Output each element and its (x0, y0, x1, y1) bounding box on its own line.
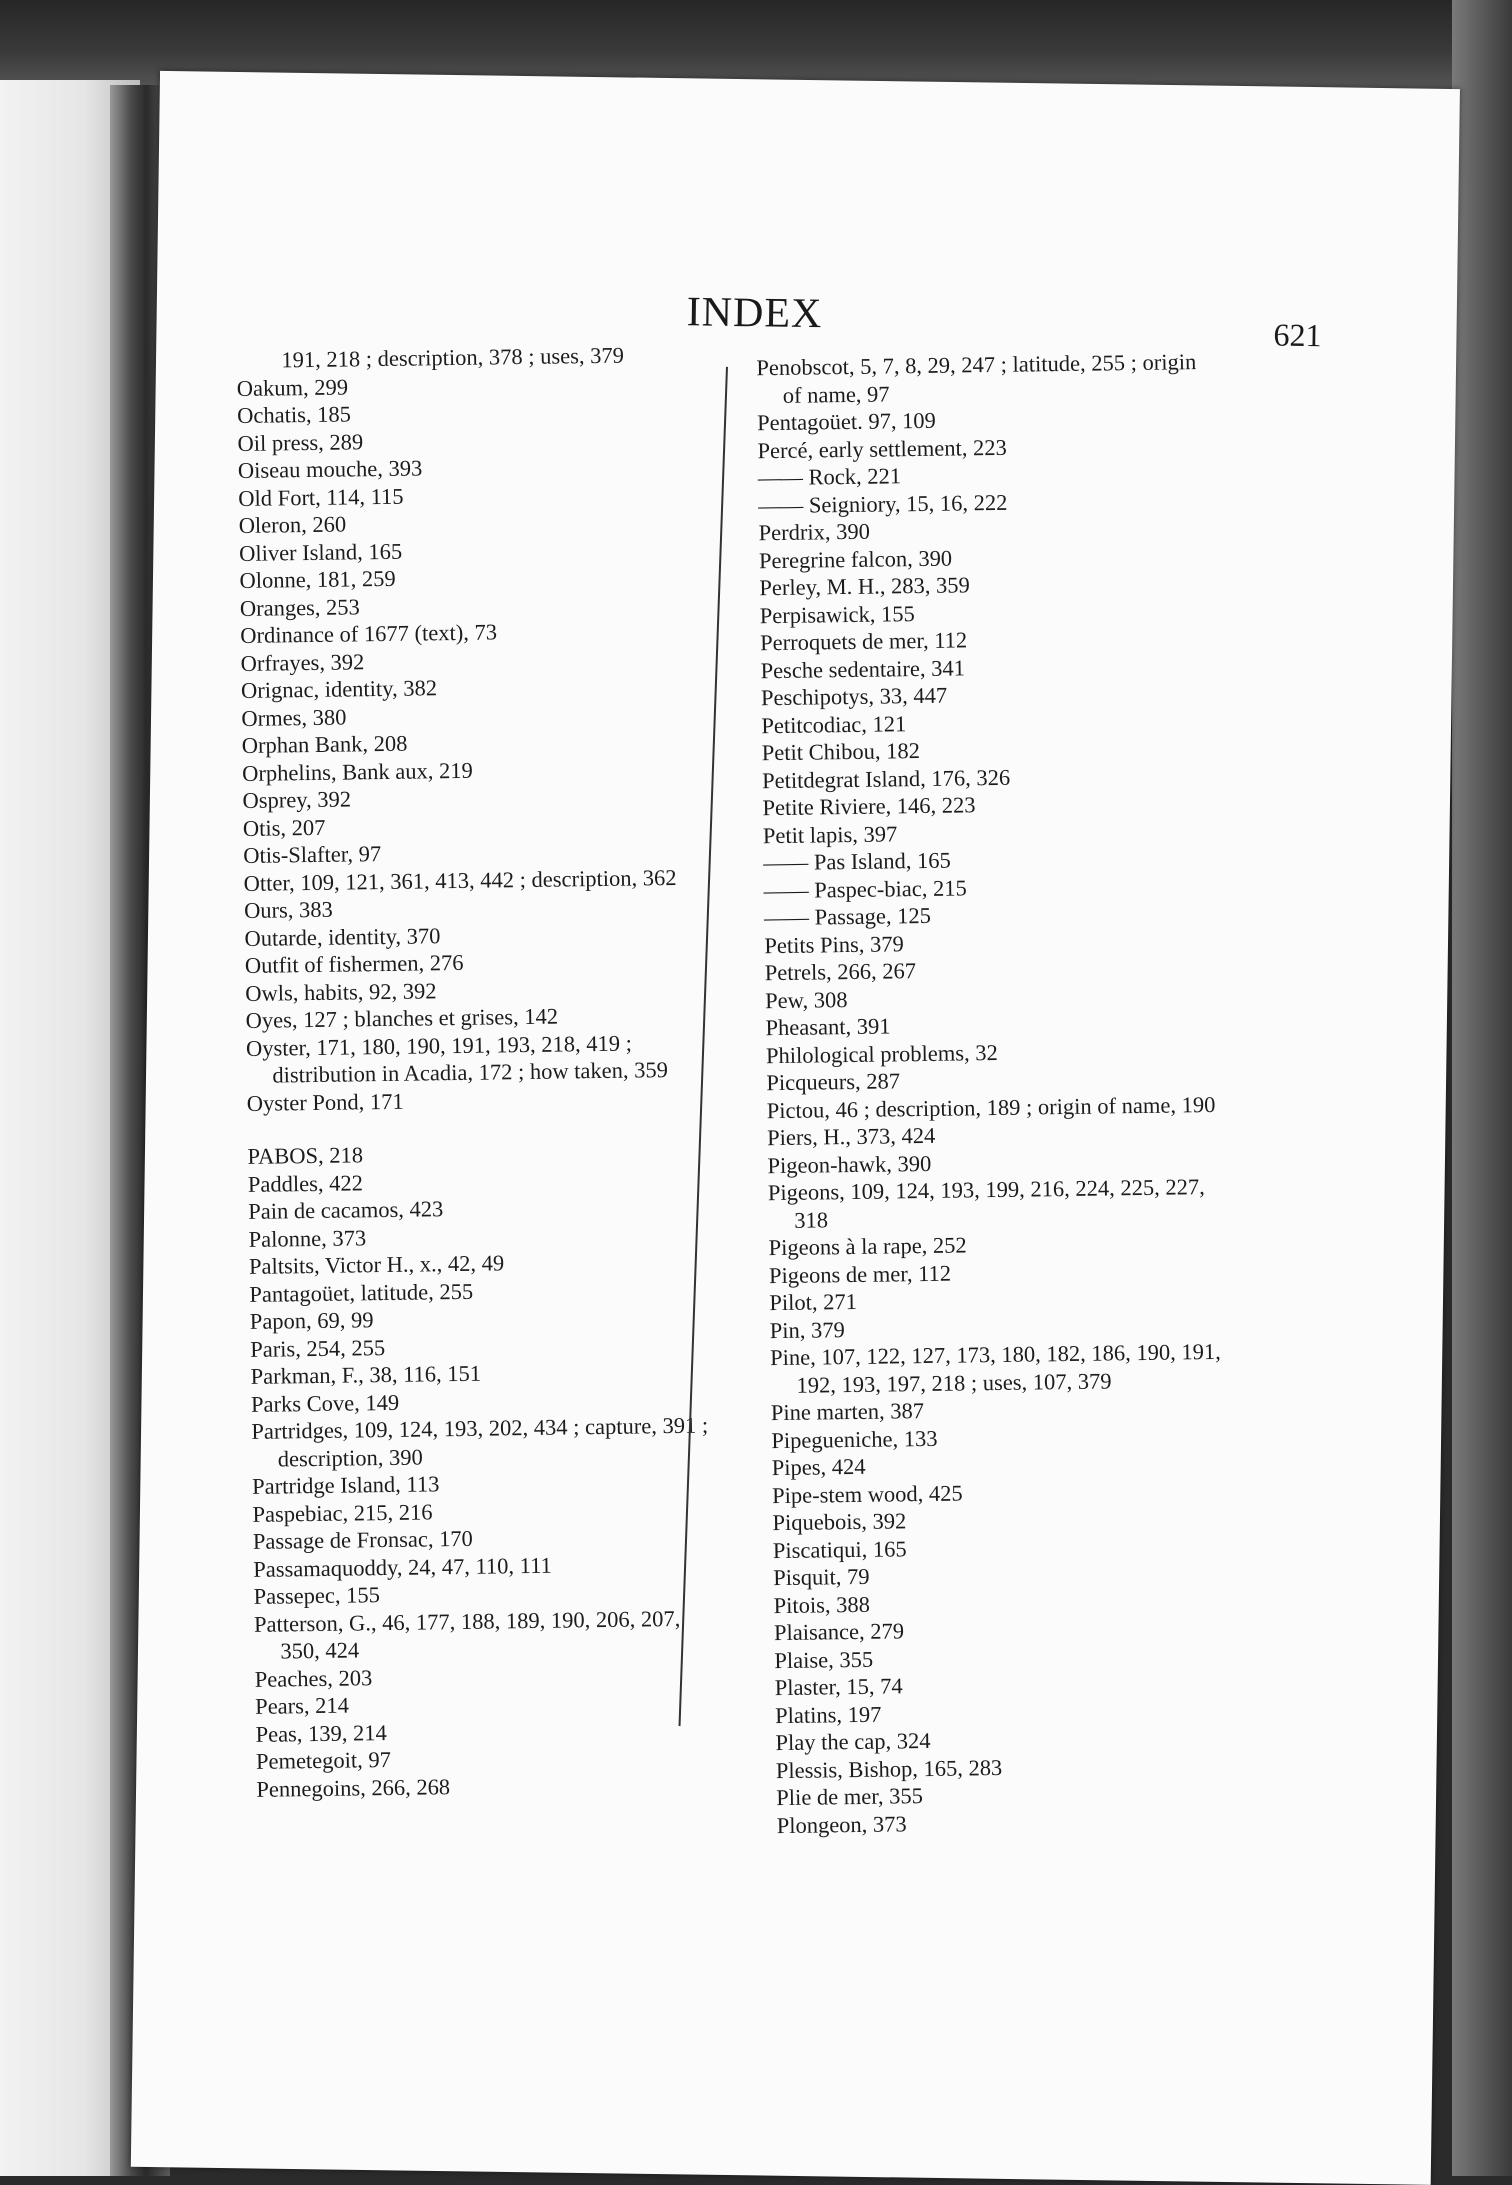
index-entry: Ordinance of 1677 (text), 73 (240, 619, 498, 648)
index-entry: Oakum, 299 (236, 373, 349, 401)
index-entry: Pine marten, 387 (770, 1398, 925, 1426)
book-page (131, 71, 1460, 2185)
index-entry: —— Paspec-biac, 215 (763, 874, 967, 903)
index-entry: Palonne, 373 (248, 1224, 367, 1252)
index-entry: PABOS, 218 (247, 1142, 364, 1169)
index-entry: Paspebiac, 215, 216 (252, 1498, 433, 1527)
index-entry: Olonne, 181, 259 (239, 565, 396, 593)
index-entry: Paddles, 422 (247, 1169, 364, 1197)
index-entry: Pew, 308 (765, 986, 848, 1013)
index-entry: Peschipotys, 33, 447 (760, 682, 948, 711)
index-entry: Orphan Bank, 208 (241, 730, 408, 758)
index-entry: Oyster, 171, 180, 190, 191, 193, 218, 419 ; distribution in Acadia, 172 ; how taken, 359 (245, 1030, 669, 1088)
index-entry: Otis, 207 (242, 814, 326, 841)
index-entry: Petite Riviere, 146, 223 (762, 792, 976, 821)
index-entry: Otis-Slafter, 97 (243, 841, 382, 868)
index-entry: Otter, 109, 121, 361, 413, 442 ; description, 362 (243, 864, 677, 896)
page-title: INDEX (686, 289, 823, 338)
index-entry: Patterson, G., 46, 177, 188, 189, 190, 206, 207, 350, 424 (253, 1605, 681, 1664)
index-entry: Osprey, 392 (242, 786, 352, 813)
index-entry: —— Pas Island, 165 (763, 847, 951, 876)
index-entry: Outfit of fishermen, 276 (244, 949, 464, 978)
index-entry: Orignac, identity, 382 (240, 675, 438, 703)
index-entry: Oleron, 260 (238, 511, 347, 538)
index-entry: Piscatiqui, 165 (772, 1535, 907, 1563)
index-entry: Piquebois, 392 (772, 1508, 907, 1536)
index-entry: Plongeon, 373 (776, 1810, 907, 1838)
index-entry: Oyster Pond, 171 (246, 1088, 404, 1116)
index-entry: Perdrix, 390 (758, 518, 871, 546)
index-entry: —— Seigniory, 15, 16, 222 (758, 489, 1008, 518)
index-entry: Partridges, 109, 124, 193, 202, 434 ; capture, 391 ; description, 390 (251, 1412, 709, 1472)
index-entry: Outarde, identity, 370 (244, 922, 441, 951)
index-entry: Pigeons de mer, 112 (768, 1260, 952, 1288)
index-entry: Oranges, 253 (239, 593, 361, 621)
index-entry: Oil press, 289 (237, 428, 364, 456)
index-entry: Owls, habits, 92, 392 (245, 977, 437, 1006)
index-entry: Pine, 107, 122, 127, 173, 180, 182, 186, 190, 191, 192, 193, 197, 218 ; uses, 107, 379 (770, 1338, 1221, 1398)
index-entry: Percé, early settlement, 223 (757, 434, 1007, 463)
index-entry: Pain de cacamos, 423 (248, 1196, 444, 1224)
index-entry: Parkman, F., 38, 116, 151 (250, 1360, 482, 1389)
index-entry: Pisquit, 79 (773, 1563, 870, 1591)
index-entry: Perpisawick, 155 (759, 600, 915, 628)
index-entry: Papon, 69, 99 (249, 1307, 374, 1334)
index-entry: Old Fort, 114, 115 (238, 483, 404, 511)
index-entry: Pantagoüet, latitude, 255 (249, 1278, 474, 1307)
index-entry: Oiseau mouche, 393 (237, 455, 423, 484)
index-entry: Pears, 214 (255, 1692, 350, 1719)
index-entry: Pigeons, 109, 124, 193, 199, 216, 224, 225, 227, 318 (767, 1174, 1205, 1233)
index-entry: Play the cap, 324 (775, 1727, 931, 1756)
index-entry: Penobscot, 5, 7, 8, 29, 247 ; latitude, 255 ; origin of name, 97 (756, 349, 1197, 408)
index-entry: Pin, 379 (769, 1316, 845, 1343)
index-entry: Pipegueniche, 133 (771, 1425, 938, 1453)
index-entry: Petrels, 266, 267 (764, 958, 917, 986)
index-entry: Paltsits, Victor H., x., 42, 49 (248, 1250, 505, 1279)
index-entry: Plaise, 355 (774, 1646, 874, 1673)
index-entry: Ormes, 380 (241, 704, 347, 731)
index-entry: Pesche sedentaire, 341 (760, 654, 966, 683)
index-entry: Paris, 254, 255 (250, 1334, 386, 1362)
index-entry: Pigeons à la rape, 252 (768, 1232, 967, 1261)
index-entry: Passepec, 155 (253, 1582, 381, 1609)
page-number: 621 (1273, 316, 1322, 354)
index-entry: —— Passage, 125 (763, 902, 932, 931)
index-entry: —— Rock, 221 (757, 463, 902, 491)
index-entry: Petit Chibou, 182 (761, 738, 921, 766)
index-entry: Passage de Fronsac, 170 (252, 1525, 474, 1554)
index-entry: Ochatis, 185 (236, 401, 352, 429)
index-entry: Pigeon-hawk, 390 (767, 1150, 932, 1178)
index-entry: Passamaquoddy, 24, 47, 110, 111 (253, 1552, 552, 1582)
index-column-right (756, 348, 1237, 1839)
index-entry: Petitcodiac, 121 (761, 710, 907, 738)
index-entry: Plaisance, 279 (773, 1618, 905, 1646)
index-entry: Orphelins, Bank aux, 219 (241, 757, 473, 786)
index-entry: Peas, 139, 214 (255, 1719, 387, 1747)
index-entry: Piers, H., 373, 424 (766, 1122, 936, 1151)
index-entry: Petitdegrat Island, 176, 326 (761, 764, 1011, 793)
index-entry: Pictou, 46 ; description, 189 ; origin of name, 190 (766, 1091, 1216, 1123)
index-entry: Petit lapis, 397 (762, 820, 898, 848)
index-entry: Perroquets de mer, 112 (760, 627, 968, 656)
index-entry: Platins, 197 (774, 1701, 882, 1728)
index-entry: Plie de mer, 355 (776, 1783, 924, 1811)
index-entry: Plaster, 15, 74 (774, 1673, 903, 1701)
index-entry: Pipe-stem wood, 425 (771, 1480, 963, 1508)
index-entry: Picqueurs, 287 (766, 1068, 901, 1096)
index-entry: Petits Pins, 379 (764, 930, 904, 958)
index-entry: Pentagoüet. 97, 109 (756, 407, 937, 436)
index-entry: Pemetegoit, 97 (255, 1746, 392, 1774)
index-entry: Ours, 383 (243, 896, 333, 923)
index-entry: Plessis, Bishop, 165, 283 (775, 1754, 1003, 1783)
index-entry: Oyes, 127 ; blanches et grises, 142 (245, 1003, 559, 1033)
index-entry: Pennegoins, 266, 268 (256, 1773, 451, 1802)
index-entry: Philological problems, 32 (765, 1039, 998, 1068)
scan-background-right (1452, 0, 1512, 2176)
index-entry: Oliver Island, 165 (238, 538, 403, 566)
index-entry: Perley, M. H., 283, 359 (759, 572, 970, 601)
index-entry: Peregrine falcon, 390 (758, 545, 953, 573)
index-entry: Pitois, 388 (773, 1591, 871, 1618)
index-entry: Parks Cove, 149 (250, 1389, 400, 1417)
index-entry: Peaches, 203 (254, 1664, 373, 1692)
index-entry: Pilot, 271 (769, 1288, 858, 1316)
index-entry: Partridge Island, 113 (251, 1471, 440, 1499)
index-entry: Orfrayes, 392 (240, 648, 365, 676)
index-entry: Pipes, 424 (771, 1453, 866, 1481)
index-column-left (236, 341, 716, 1803)
index-entry: Pheasant, 391 (765, 1013, 891, 1041)
index-entry: 191, 218 ; description, 378 ; uses, 379 (281, 342, 625, 373)
